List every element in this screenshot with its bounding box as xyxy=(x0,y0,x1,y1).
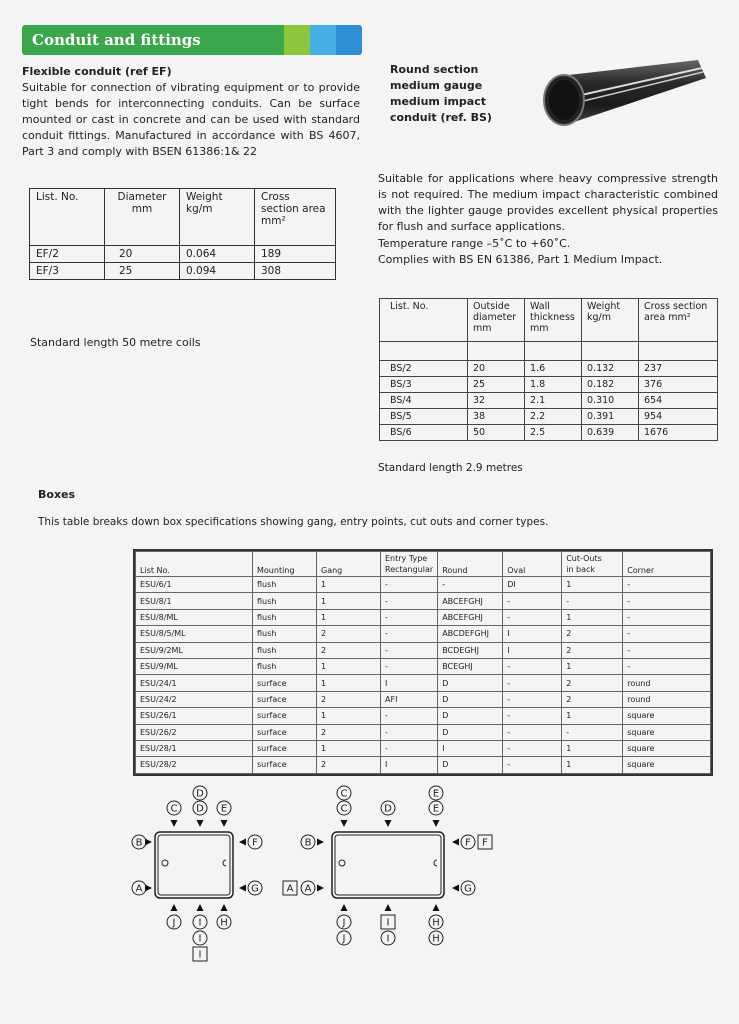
cell: 2 xyxy=(562,626,623,642)
cell: 1 xyxy=(562,708,623,724)
box-inner-outline xyxy=(335,835,441,895)
col-header: Weight kg/m xyxy=(582,299,639,342)
cell: 1 xyxy=(317,593,381,609)
cell: - xyxy=(503,593,562,609)
header-color-block xyxy=(336,25,362,55)
cell: surface xyxy=(253,675,317,691)
entry-label: D xyxy=(196,803,204,815)
cell: 0.064 xyxy=(180,246,255,263)
entry-arrow xyxy=(221,904,228,911)
round-note: Standard length 2.9 metres xyxy=(378,462,523,474)
cell: - xyxy=(562,724,623,740)
cell: - xyxy=(503,691,562,707)
col-header: Outside diameter mm xyxy=(468,299,525,342)
cell: - xyxy=(503,658,562,674)
cell: flush xyxy=(253,593,317,609)
entry-label: I xyxy=(386,917,390,929)
entry-label: H xyxy=(432,917,440,929)
table-row: BS/5 38 2.2 0.391 954 xyxy=(380,409,718,425)
entry-arrow xyxy=(385,820,392,827)
cell: D xyxy=(438,691,503,707)
cell: - xyxy=(381,740,438,756)
entry-arrow xyxy=(341,820,348,827)
cell: 2 xyxy=(317,642,381,658)
col-header: Diameter mm xyxy=(105,189,180,246)
cell: - xyxy=(623,658,711,674)
cell: D xyxy=(438,675,503,691)
cell: ESU/26/1 xyxy=(136,708,253,724)
entry-label: E xyxy=(432,788,440,800)
round-heading: Round section medium gauge medium impact conduit (ref. BS) xyxy=(390,63,492,124)
cell: - xyxy=(438,577,503,593)
table-header-row xyxy=(380,299,718,342)
cell: ESU/9/ML xyxy=(136,658,253,674)
table-row xyxy=(136,691,711,707)
table-row xyxy=(136,724,711,740)
entry-label: H xyxy=(220,917,228,929)
table-row xyxy=(136,675,711,691)
cell: 2 xyxy=(317,691,381,707)
cell: - xyxy=(381,658,438,674)
cell: 2 xyxy=(317,626,381,642)
section-header xyxy=(22,25,362,55)
col-header: Rectangular xyxy=(385,565,434,574)
cell: - xyxy=(623,593,711,609)
cell: - xyxy=(381,724,438,740)
cell: - xyxy=(381,577,438,593)
cell: - xyxy=(381,626,438,642)
entry-arrow xyxy=(197,820,204,827)
cell: 0.094 xyxy=(180,263,255,280)
table-row xyxy=(136,658,711,674)
entry-label: D xyxy=(384,803,392,815)
section-title: Conduit and fittings xyxy=(22,25,284,55)
cell: - xyxy=(381,708,438,724)
cell: 2 xyxy=(562,675,623,691)
entry-arrow xyxy=(239,839,246,846)
entry-arrow xyxy=(145,839,152,846)
cutouts-label: Cut-Outs xyxy=(566,554,602,563)
col-header: Round xyxy=(438,552,503,577)
col-header: Cross section area mm² xyxy=(639,299,718,342)
header-color-block xyxy=(284,25,310,55)
entry-label: I xyxy=(198,949,202,961)
entry-label: B xyxy=(135,837,143,849)
entry-label: A xyxy=(304,883,312,895)
cell: ESU/24/2 xyxy=(136,691,253,707)
col-header: Gang xyxy=(317,552,381,577)
screw-hole xyxy=(339,860,345,866)
cell: ABCEFGHJ xyxy=(438,593,503,609)
cell: 25 xyxy=(105,263,180,280)
cell: - xyxy=(381,642,438,658)
cell: flush xyxy=(253,609,317,625)
cell: 2 xyxy=(562,642,623,658)
col-header: Weight kg/m xyxy=(180,189,255,246)
conduit-pipe-image xyxy=(538,58,710,128)
cell: flush xyxy=(253,658,317,674)
entry-arrow xyxy=(221,820,228,827)
entry-label: D xyxy=(196,788,204,800)
entry-label: E xyxy=(432,803,440,815)
entry-arrow xyxy=(433,904,440,911)
entry-arrow xyxy=(197,904,204,911)
cell: - xyxy=(381,609,438,625)
boxes-table xyxy=(135,551,711,774)
cell: I xyxy=(503,626,562,642)
cell: 2 xyxy=(317,757,381,773)
col-header: in back xyxy=(566,565,596,574)
header-color-block xyxy=(310,25,336,55)
entry-arrow xyxy=(171,904,178,911)
col-header: Wall thickness mm xyxy=(525,299,582,342)
boxes-intro: This table breaks down box specifications showing gang, entry points, cut outs and corner types. xyxy=(38,516,549,528)
entry-label: H xyxy=(432,933,440,945)
cell: ESU/24/1 xyxy=(136,675,253,691)
col-header: Corner xyxy=(623,552,711,577)
boxes-heading: Boxes xyxy=(38,488,76,501)
cell: ESU/26/2 xyxy=(136,724,253,740)
table-row xyxy=(136,609,711,625)
table-header-row xyxy=(30,189,336,246)
table-row: BS/4 32 2.1 0.310 654 xyxy=(380,393,718,409)
cell: BCDEGHJ xyxy=(438,642,503,658)
entry-arrow xyxy=(317,885,324,892)
boxes-table-frame xyxy=(133,549,713,776)
entry-arrow xyxy=(341,904,348,911)
cell: 1 xyxy=(562,609,623,625)
cell: 2 xyxy=(562,691,623,707)
entry-arrow xyxy=(452,885,459,892)
boxes-table-body xyxy=(136,577,711,774)
cell: - xyxy=(503,675,562,691)
cell: ESU/8/5/ML xyxy=(136,626,253,642)
table-spacer-row xyxy=(380,342,718,361)
entry-label: F xyxy=(465,837,471,849)
entry-arrow xyxy=(239,885,246,892)
entry-arrow xyxy=(171,820,178,827)
cell: EF/3 xyxy=(30,263,105,280)
cell: ABCDEFGHJ xyxy=(438,626,503,642)
cell: 1 xyxy=(562,577,623,593)
screw-hole xyxy=(162,860,168,866)
col-header: List No. xyxy=(136,552,253,577)
cell: - xyxy=(623,626,711,642)
cell: surface xyxy=(253,740,317,756)
table-row xyxy=(136,577,711,593)
cell: 1 xyxy=(317,675,381,691)
entry-label: G xyxy=(251,883,259,895)
round-body: Suitable for applications where heavy compressive strength is not required. The medium impact characteristic combined with the lighter gauge provides excellent physical properties for flush and surface applications. xyxy=(378,172,718,233)
cell: - xyxy=(503,708,562,724)
cell: round xyxy=(623,691,711,707)
table-row xyxy=(136,740,711,756)
round-temperature: Temperature range –5˚C to +60˚C. xyxy=(378,237,571,250)
cell: - xyxy=(381,593,438,609)
entry-label: C xyxy=(170,803,178,815)
cell: 189 xyxy=(255,246,336,263)
table-row: BS/2 20 1.6 0.132 237 xyxy=(380,361,718,377)
cell: ESU/28/1 xyxy=(136,740,253,756)
cell: surface xyxy=(253,708,317,724)
table-row: BS/3 25 1.8 0.182 376 xyxy=(380,377,718,393)
box-inner-outline xyxy=(158,835,230,895)
col-header: Cross section area mm² xyxy=(255,189,336,246)
round-table xyxy=(379,298,718,441)
entry-label: B xyxy=(304,837,312,849)
table-row xyxy=(136,593,711,609)
cell: surface xyxy=(253,691,317,707)
cell: - xyxy=(623,642,711,658)
cell: ESU/8/1 xyxy=(136,593,253,609)
col-header: List. No. xyxy=(380,299,468,342)
table-header-row xyxy=(136,552,711,577)
cell: EF/2 xyxy=(30,246,105,263)
cell: 1 xyxy=(317,609,381,625)
col-header: List. No. xyxy=(30,189,105,246)
cell: - xyxy=(623,577,711,593)
entry-label: J xyxy=(342,917,346,929)
cell: ESU/8/ML xyxy=(136,609,253,625)
cell: ESU/6/1 xyxy=(136,577,253,593)
flex-heading: Flexible conduit (ref EF) xyxy=(22,65,172,78)
entry-label: I xyxy=(198,917,202,929)
cell: square xyxy=(623,724,711,740)
cell: - xyxy=(503,757,562,773)
cell: square xyxy=(623,740,711,756)
table-row xyxy=(136,708,711,724)
entry-label: I xyxy=(386,933,390,945)
screw-slot xyxy=(223,860,226,866)
table-row: BS/6 50 2.5 0.639 1676 xyxy=(380,425,718,441)
screw-slot xyxy=(434,860,437,866)
cell: D xyxy=(438,708,503,724)
entry-arrow xyxy=(452,839,459,846)
flex-body: Suitable for connection of vibrating equipment or to provide tight bends for interconnecting conduits. Can be surface mounted or cast in concrete and can be used with standard conduit fittings. Manufactured in accordance with BS 4607, Part 3 and comply with BSEN 61386:1& 22 xyxy=(22,81,360,158)
entry-label: A xyxy=(135,883,143,895)
col-header: Oval xyxy=(503,552,562,577)
entry-arrow xyxy=(433,820,440,827)
entry-label: F xyxy=(482,837,488,849)
cell: 1 xyxy=(317,577,381,593)
cell: - xyxy=(623,609,711,625)
entry-label: A xyxy=(286,883,294,895)
entry-label: G xyxy=(464,883,472,895)
cell: D xyxy=(438,757,503,773)
flex-table xyxy=(29,188,336,280)
cell: - xyxy=(503,724,562,740)
cell: 20 xyxy=(105,246,180,263)
flex-note: Standard length 50 metre coils xyxy=(30,336,201,349)
col-header: Mounting xyxy=(253,552,317,577)
cell: flush xyxy=(253,626,317,642)
cell: 1 xyxy=(562,740,623,756)
cell: round xyxy=(623,675,711,691)
cell: 2 xyxy=(317,724,381,740)
cell: D xyxy=(438,724,503,740)
cell: square xyxy=(623,708,711,724)
cell: surface xyxy=(253,724,317,740)
cell: 1 xyxy=(317,740,381,756)
table-row xyxy=(136,757,711,773)
cell: 1 xyxy=(317,708,381,724)
entry-type-label: Entry Type xyxy=(385,554,428,563)
entry-label: C xyxy=(340,803,348,815)
cell: AFI xyxy=(381,691,438,707)
cell: I xyxy=(503,642,562,658)
cell: 1 xyxy=(562,658,623,674)
cell: I xyxy=(381,675,438,691)
entry-label: J xyxy=(342,933,346,945)
box-outline xyxy=(332,832,444,898)
cell: - xyxy=(503,740,562,756)
cell: 308 xyxy=(255,263,336,280)
cell: ABCEFGHJ xyxy=(438,609,503,625)
table-row xyxy=(136,626,711,642)
table-row xyxy=(30,246,336,263)
cell: I xyxy=(438,740,503,756)
table-row xyxy=(136,642,711,658)
round-compliance: Complies with BS EN 61386, Part 1 Medium Impact. xyxy=(378,253,663,266)
cell: flush xyxy=(253,642,317,658)
entry-arrow xyxy=(385,904,392,911)
entry-arrow xyxy=(145,885,152,892)
cell: DI xyxy=(503,577,562,593)
cell: square xyxy=(623,757,711,773)
box-entry-diagram xyxy=(125,780,625,965)
cell: - xyxy=(562,593,623,609)
cell: I xyxy=(381,757,438,773)
entry-label: J xyxy=(172,917,176,929)
cell: 1 xyxy=(317,658,381,674)
entry-label: E xyxy=(220,803,228,815)
cell: flush xyxy=(253,577,317,593)
cell: 1 xyxy=(562,757,623,773)
cell: ESU/28/2 xyxy=(136,757,253,773)
entry-label: I xyxy=(198,933,202,945)
cell: surface xyxy=(253,757,317,773)
cell: BCEGHJ xyxy=(438,658,503,674)
cell: - xyxy=(503,609,562,625)
table-row xyxy=(30,263,336,280)
cell: ESU/9/2ML xyxy=(136,642,253,658)
entry-label: C xyxy=(340,788,348,800)
entry-arrow xyxy=(317,839,324,846)
entry-label: F xyxy=(252,837,258,849)
